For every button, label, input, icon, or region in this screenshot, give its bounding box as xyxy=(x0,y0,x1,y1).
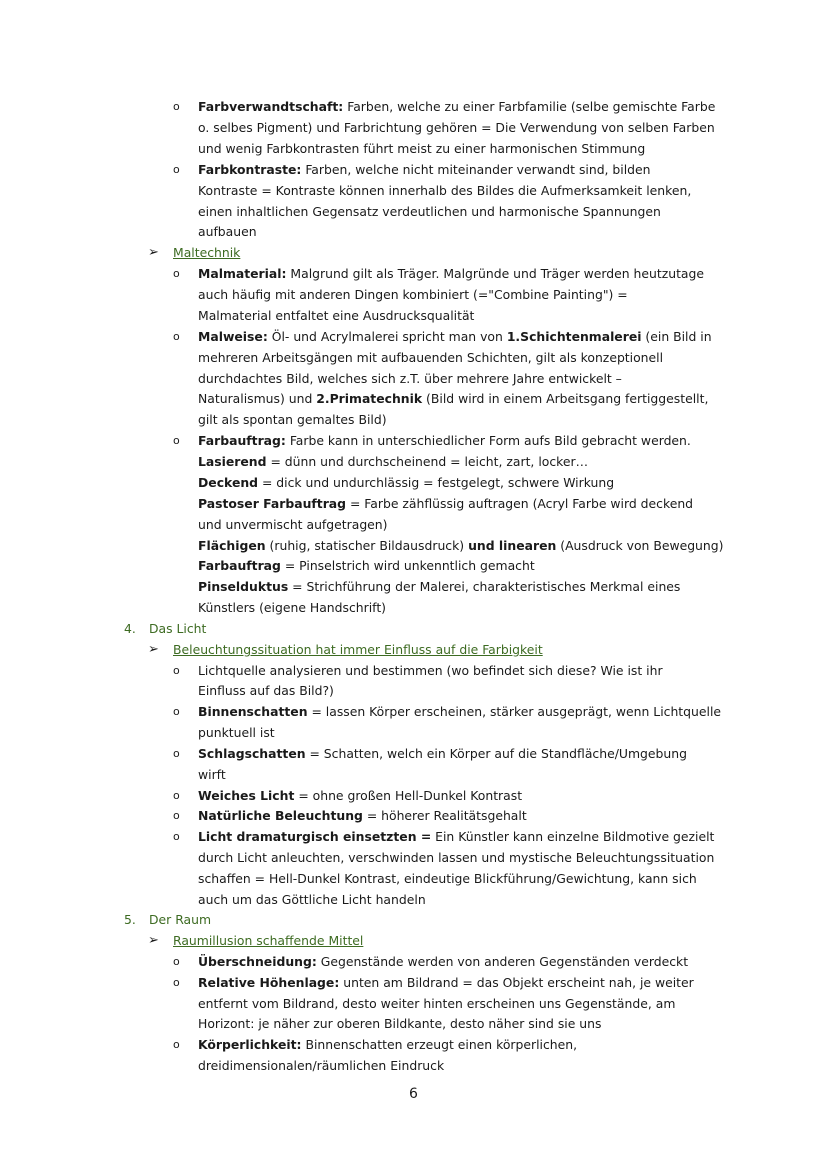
text: Malmaterial entfaltet eine Ausdrucksqualität xyxy=(198,308,475,323)
bullet: o xyxy=(173,789,180,802)
text: = Schatten, welch ein Körper auf die Standfläche/Umgebung xyxy=(305,746,687,761)
term: Farbauftrag: xyxy=(198,433,286,448)
text: (ruhig, statischer Bildausdruck) xyxy=(265,538,469,553)
term: Malmaterial: xyxy=(198,266,287,281)
text: Binnenschatten erzeugt einen körperlichen, xyxy=(301,1037,578,1052)
text-line xyxy=(198,536,723,556)
bullet: o xyxy=(173,434,180,447)
text: durchdachtes Bild, welches sich z.T. über mehrere Jahre entwickelt – xyxy=(198,371,622,386)
text: auch häufig mit anderen Dingen kombiniert (="Combine Painting") = xyxy=(198,287,628,302)
term: Pinselduktus xyxy=(198,579,289,594)
maltechnik-heading: Maltechnik xyxy=(173,245,241,260)
text: = dick und undurchlässig = festgelegt, schwere Wirkung xyxy=(258,475,615,490)
text-line xyxy=(198,577,680,597)
section-number: 5. xyxy=(124,912,136,927)
term: Farbverwandtschaft: xyxy=(198,99,344,114)
bullet: o xyxy=(173,830,180,843)
text: Lichtquelle analysieren und bestimmen (wo befindet sich diese? Wie ist ihr xyxy=(198,663,663,678)
text-line xyxy=(198,556,535,576)
bullet: o xyxy=(173,330,180,343)
text-line xyxy=(198,389,708,409)
text: = dünn und durchscheinend = leicht, zart, locker… xyxy=(266,454,588,469)
text: Farben, welche nicht miteinander verwandt sind, bilden xyxy=(301,162,651,177)
farbauftrag-item xyxy=(198,431,691,451)
binnenschatten-item xyxy=(198,702,721,722)
text: = Strichführung der Malerei, charakteristisches Merkmal eines xyxy=(288,579,681,594)
text: = Farbe zähflüssig auftragen (Acryl Farbe wird deckend xyxy=(346,496,694,511)
text: punktuell ist xyxy=(198,725,275,740)
text: unten am Bildrand = das Objekt erscheint nah, je weiter xyxy=(339,975,694,990)
arrow-bullet-icon: ➢ xyxy=(148,245,159,260)
text: aufbauen xyxy=(198,224,257,239)
term: Malweise: xyxy=(198,329,268,344)
bullet: o xyxy=(173,1038,180,1051)
weiches-licht-item xyxy=(198,786,522,806)
term: Schlagschatten xyxy=(198,746,306,761)
text: Ein Künstler kann einzelne Bildmotive gezielt xyxy=(431,829,715,844)
bullet: o xyxy=(173,664,180,677)
term: 2.Primatechnik xyxy=(316,391,423,406)
text: = höherer Realitätsgehalt xyxy=(362,808,527,823)
text: Einfluss auf das Bild?) xyxy=(198,683,334,698)
subheading: Raumillusion schaffende Mittel xyxy=(173,933,364,948)
bullet: o xyxy=(173,100,180,113)
term: Farbkontraste: xyxy=(198,162,302,177)
term: und linearen xyxy=(468,538,557,553)
farbkontraste-item xyxy=(198,160,651,180)
farbverwandtschaft-item xyxy=(198,97,715,117)
section-heading: Das Licht xyxy=(149,621,207,636)
text: entfernt vom Bildrand, desto weiter hinten erscheinen uns Gegenstände, am xyxy=(198,996,676,1011)
bullet: o xyxy=(173,705,180,718)
bullet: o xyxy=(173,976,180,989)
text: (Bild wird in einem Arbeitsgang fertiggestellt, xyxy=(422,391,709,406)
page-number: 6 xyxy=(409,1086,418,1102)
text: dreidimensionalen/räumlichen Eindruck xyxy=(198,1058,445,1073)
text: mehreren Arbeitsgängen mit aufbauenden Schichten, gilt als konzeptionell xyxy=(198,350,664,365)
text: Malgrund gilt als Träger. Malgründe und Träger werden heutzutage xyxy=(286,266,705,281)
section-number: 4. xyxy=(124,621,136,636)
term: Weiches Licht xyxy=(198,788,295,803)
section-heading: Der Raum xyxy=(149,912,212,927)
text: (Ausdruck von Bewegung) xyxy=(556,538,724,553)
malmaterial-item xyxy=(198,264,704,284)
term: Deckend xyxy=(198,475,259,490)
schlagschatten-item xyxy=(198,744,687,764)
text: = ohne großen Hell-Dunkel Kontrast xyxy=(294,788,523,803)
subheading: Beleuchtungssituation hat immer Einfluss auf die Farbigkeit xyxy=(173,642,543,657)
text: Naturalismus) und xyxy=(198,391,317,406)
text: o. selbes Pigment) und Farbrichtung gehören = Die Verwendung von selben Farben xyxy=(198,120,715,135)
bullet: o xyxy=(173,955,180,968)
text: auch um das Göttliche Licht handeln xyxy=(198,892,426,907)
bullet: o xyxy=(173,747,180,760)
term: 1.Schichtenmalerei xyxy=(506,329,642,344)
term: Pastoser Farbauftrag xyxy=(198,496,347,511)
text: Kontraste = Kontraste können innerhalb des Bildes die Aufmerksamkeit lenken, xyxy=(198,183,692,198)
text: Horizont: je näher zur oberen Bildkante, desto näher sind sie uns xyxy=(198,1016,602,1031)
bullet: o xyxy=(173,163,180,176)
term: Körperlichkeit: xyxy=(198,1037,302,1052)
text: einen inhaltlichen Gegensatz verdeutlichen und harmonische Spannungen xyxy=(198,204,661,219)
term: Licht dramaturgisch einsetzten = xyxy=(198,829,432,844)
text: (ein Bild in xyxy=(641,329,712,344)
hoehenlage-item xyxy=(198,973,694,993)
ueberschneidung-item xyxy=(198,952,688,972)
text: Gegenstände werden von anderen Gegenständen verdeckt xyxy=(316,954,689,969)
text: Farbe kann in unterschiedlicher Form aufs Bild gebracht werden. xyxy=(285,433,691,448)
text: = lassen Körper erscheinen, stärker ausgeprägt, wenn Lichtquelle xyxy=(307,704,722,719)
text: = Pinselstrich wird unkenntlich gemacht xyxy=(280,558,535,573)
term: Überschneidung: xyxy=(198,954,317,969)
text: durch Licht anleuchten, verschwinden lassen und mystische Beleuchtungssituation xyxy=(198,850,715,865)
text: Öl- und Acrylmalerei spricht man von xyxy=(267,329,507,344)
text-line xyxy=(198,452,588,472)
malweise-item xyxy=(198,327,712,347)
term: Natürliche Beleuchtung xyxy=(198,808,363,823)
text: schaffen = Hell-Dunkel Kontrast, eindeutige Blickführung/Gewichtung, kann sich xyxy=(198,871,697,886)
text: und wenig Farbkontrasten führt meist zu einer harmonischen Stimmung xyxy=(198,141,646,156)
arrow-bullet-icon: ➢ xyxy=(148,642,159,657)
term: Farbauftrag xyxy=(198,558,281,573)
text-line xyxy=(198,473,614,493)
licht-dramaturgisch-item xyxy=(198,827,714,847)
text: gilt als spontan gemaltes Bild) xyxy=(198,412,387,427)
bullet: o xyxy=(173,267,180,280)
term: Binnenschatten xyxy=(198,704,308,719)
arrow-bullet-icon: ➢ xyxy=(148,933,159,948)
text: wirft xyxy=(198,767,226,782)
text-line xyxy=(198,494,693,514)
term: Lasierend xyxy=(198,454,267,469)
text: und unvermischt aufgetragen) xyxy=(198,517,388,532)
term: Flächigen xyxy=(198,538,266,553)
text: Farben, welche zu einer Farbfamilie (selbe gemischte Farbe xyxy=(343,99,716,114)
natuerliche-beleuchtung-item xyxy=(198,806,527,826)
koerperlichkeit-item xyxy=(198,1035,577,1055)
bullet: o xyxy=(173,809,180,822)
text: Künstlers (eigene Handschrift) xyxy=(198,600,387,615)
term: Relative Höhenlage: xyxy=(198,975,340,990)
